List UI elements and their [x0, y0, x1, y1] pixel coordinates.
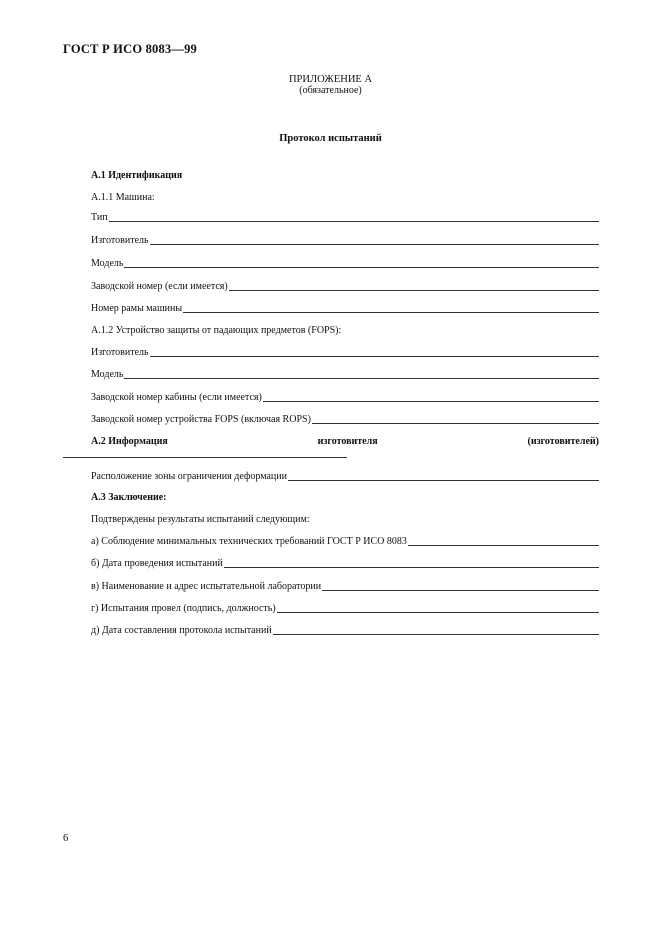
conclusion-intro: Подтверждены результаты испытаний следующим:	[91, 514, 310, 525]
field-label: Расположение зоны ограничения деформации	[91, 471, 287, 482]
machine-frame-field[interactable]	[91, 303, 599, 315]
fill-line	[124, 378, 599, 379]
manufacturer-info-line[interactable]	[63, 457, 347, 458]
deformation-zone-field[interactable]	[91, 471, 599, 483]
conclusion-item[interactable]	[91, 558, 599, 570]
field-label: Изготовитель	[91, 235, 149, 246]
machine-serial-field[interactable]	[91, 281, 599, 293]
fill-line	[150, 356, 599, 357]
machine-heading: А.1.1 Машина:	[91, 192, 155, 203]
field-label: Заводской номер (если имеется)	[91, 281, 228, 292]
field-label: д) Дата составления протокола испытаний	[91, 625, 272, 636]
conclusion-item[interactable]	[91, 536, 599, 548]
fill-line	[263, 401, 599, 402]
fill-line	[273, 634, 599, 635]
cab-serial-field[interactable]	[91, 392, 599, 404]
section-a2-heading	[91, 436, 599, 447]
conclusion-item[interactable]	[91, 625, 599, 637]
fill-line	[312, 423, 599, 424]
standard-code: ГОСТ Р ИСО 8083—99	[63, 42, 197, 56]
conclusion-item[interactable]	[91, 603, 599, 615]
page-number: 6	[63, 833, 69, 844]
conclusion-item[interactable]	[91, 581, 599, 593]
fill-line	[150, 244, 599, 245]
field-label: в) Наименование и адрес испытательной лаборатории	[91, 581, 322, 592]
section-a3-heading: А.3 Заключение:	[91, 492, 167, 503]
field-label: б) Дата проведения испытаний	[91, 558, 223, 569]
fill-line	[322, 590, 599, 591]
field-label: Модель	[91, 369, 124, 380]
fill-line	[277, 612, 599, 613]
appendix-note: (обязательное)	[299, 85, 362, 96]
machine-model-field[interactable]	[91, 258, 599, 270]
field-label: Заводской номер устройства FOPS (включая ROPS)	[91, 414, 311, 425]
fill-line	[109, 221, 599, 222]
fill-line	[183, 312, 599, 313]
a2-heading-part: изготовителя	[317, 436, 378, 447]
fops-heading: А.1.2 Устройство защиты от падающих предметов (FOPS):	[91, 325, 342, 336]
machine-type-field[interactable]	[91, 212, 599, 224]
fill-line	[408, 545, 599, 546]
field-label: Тип	[91, 212, 108, 223]
field-label: Модель	[91, 258, 124, 269]
fill-line	[229, 290, 599, 291]
field-label: Заводской номер кабины (если имеется)	[91, 392, 262, 403]
fill-line	[288, 480, 599, 481]
protocol-title: Протокол испытаний	[279, 133, 382, 144]
field-label: г) Испытания провел (подпись, должность)	[91, 603, 276, 614]
section-a1-heading: А.1 Идентификация	[91, 170, 183, 181]
a2-heading-part: А.2 Информация	[91, 436, 168, 447]
fops-model-field[interactable]	[91, 369, 599, 381]
fops-serial-field[interactable]	[91, 414, 599, 426]
a2-heading-part: (изготовителей)	[527, 436, 599, 447]
machine-manufacturer-field[interactable]	[91, 235, 599, 247]
field-label: Изготовитель	[91, 347, 149, 358]
appendix-title: ПРИЛОЖЕНИЕ А	[288, 74, 373, 85]
field-label: а) Соблюдение минимальных технических требований ГОСТ Р ИСО 8083	[91, 536, 407, 547]
field-label: Номер рамы машины	[91, 303, 183, 314]
fill-line	[224, 567, 599, 568]
appendix-heading	[0, 74, 661, 96]
fill-line	[124, 267, 599, 268]
fops-manufacturer-field[interactable]	[91, 347, 599, 359]
